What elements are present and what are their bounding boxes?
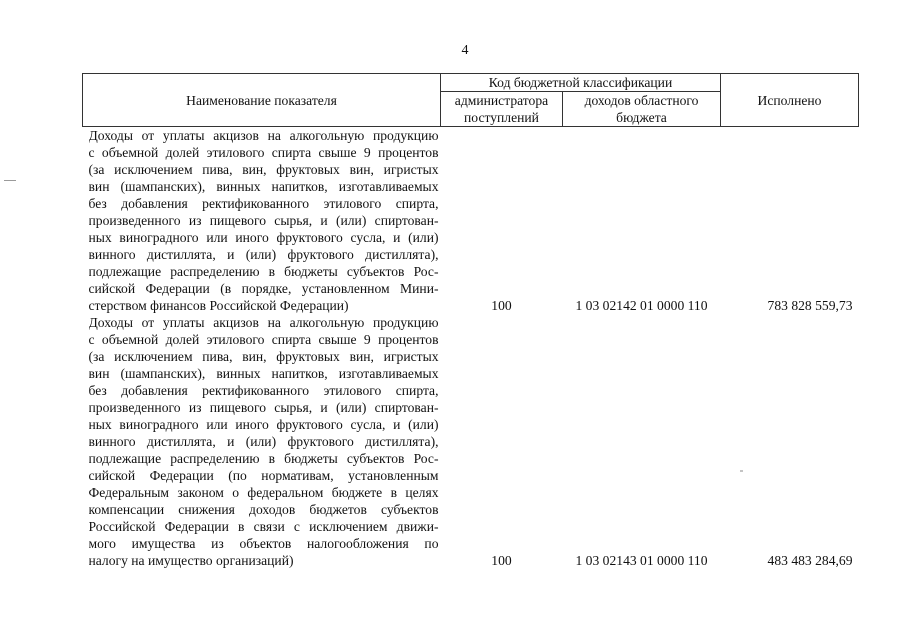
budget-table xyxy=(82,73,859,569)
row-indicator-name xyxy=(83,127,441,315)
indicator-name-line: без добавления ректификованного этилового спирта, xyxy=(88,196,439,211)
row-admin-code: 100 xyxy=(491,553,512,568)
header-revenue-code: доходов областного бюджета xyxy=(563,92,721,127)
indicator-name-line: Федеральным законом о федеральном бюджете в целях xyxy=(88,485,439,500)
indicator-name-line: Доходы от уплаты акцизов на алкогольную продукцию xyxy=(88,128,439,143)
page-number: 4 xyxy=(461,43,469,58)
indicator-name-line: (за исключением пива, вин, фруктовых вин, игристых xyxy=(88,162,439,177)
indicator-name-line: Доходы от уплаты акцизов на алкогольную продукцию xyxy=(88,315,439,330)
row-indicator-name xyxy=(83,314,441,569)
row-revenue-code: 1 03 02143 01 0000 110 xyxy=(575,553,708,568)
table-row xyxy=(83,314,859,569)
indicator-name-line: винного дистиллята, и (или) фруктового дистиллята), xyxy=(88,247,439,262)
row-revenue-code: 1 03 02142 01 0000 110 xyxy=(575,298,708,313)
indicator-name-line: произведенного из пищевого сырья, и (или) спиртован- xyxy=(88,400,439,415)
row-executed-amount: 783 828 559,73 xyxy=(767,298,853,313)
indicator-name-line: подлежащие распределению в бюджеты субъектов Рос- xyxy=(88,451,439,466)
table-row xyxy=(83,127,859,315)
margin-mark xyxy=(4,180,16,181)
indicator-name-line: ных виноградного или иного фруктового сусла, и (или) xyxy=(88,417,439,432)
indicator-name-line: мого имущества из объектов налогообложения по xyxy=(88,536,439,551)
indicator-name-line: с объемной долей этилового спирта свыше 9 процентов xyxy=(88,332,439,347)
indicator-name-line: вин (шампанских), винных напитков, изготавливаемых xyxy=(88,366,439,381)
indicator-name-line: с объемной долей этилового спирта свыше 9 процентов xyxy=(88,145,439,160)
table-header xyxy=(83,74,859,127)
indicator-name-line: вин (шампанских), винных напитков, изготавливаемых xyxy=(88,179,439,194)
row-admin-code: 100 xyxy=(491,298,512,313)
indicator-name-line: Российской Федерации в связи с исключением движи- xyxy=(88,519,439,534)
table-body xyxy=(83,127,859,570)
header-executed: Исполнено xyxy=(721,74,859,127)
indicator-name-line: сийской Федерации (по нормативам, установленным xyxy=(88,468,439,483)
header-indicator-name: Наименование показателя xyxy=(83,74,441,127)
indicator-name-line: винного дистиллята, и (или) фруктового дистиллята), xyxy=(88,434,439,449)
indicator-name-line: без добавления ректификованного этилового спирта, xyxy=(88,383,439,398)
indicator-name-line: налогу на имущество организаций) xyxy=(88,553,294,568)
header-code-group: Код бюджетной классификации xyxy=(441,74,721,92)
indicator-name-line: произведенного из пищевого сырья, и (или) спиртован- xyxy=(88,213,439,228)
indicator-name-line: стерством финансов Российской Федерации) xyxy=(88,298,349,313)
header-admin: администратора поступлений xyxy=(441,92,563,127)
indicator-name-line: (за исключением пива, вин, фруктовых вин, игристых xyxy=(88,349,439,364)
row-executed-amount: 483 483 284,69 xyxy=(767,553,853,568)
indicator-name-line: подлежащие распределению в бюджеты субъектов Рос- xyxy=(88,264,439,279)
indicator-name-line: компенсации снижения доходов бюджетов субъектов xyxy=(88,502,439,517)
indicator-name-line: ных виноградного или иного фруктового сусла, и (или) xyxy=(88,230,439,245)
indicator-name-line: сийской Федерации (в порядке, установленном Мини- xyxy=(88,281,439,296)
